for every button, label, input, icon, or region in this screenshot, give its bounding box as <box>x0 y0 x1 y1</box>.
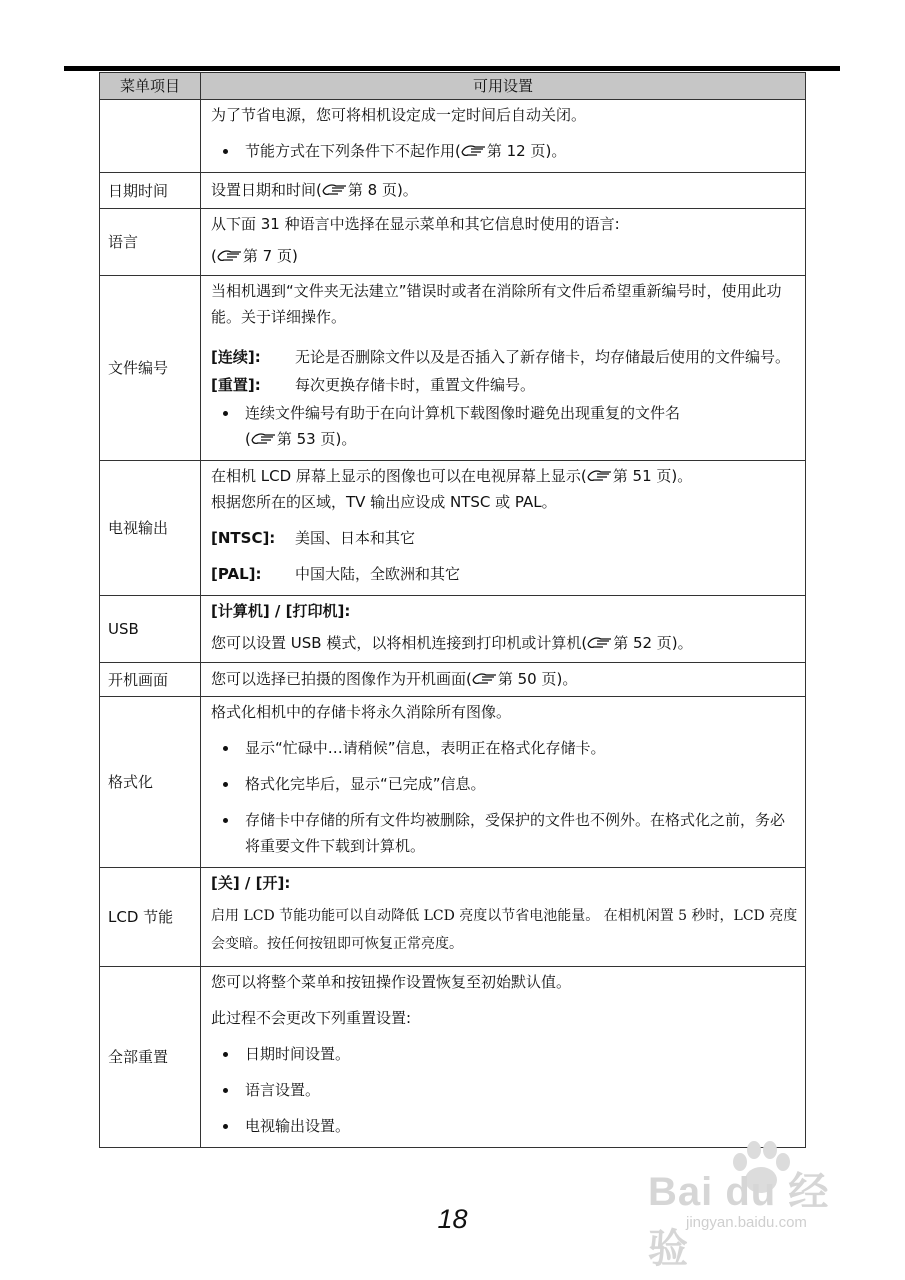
top-rule <box>64 66 840 71</box>
pointing-hand-icon <box>251 431 277 445</box>
row-label <box>100 100 201 173</box>
list-item: 显示“忙碌中…请稍候”信息，表明正在格式化存储卡。 <box>211 735 799 761</box>
table-row: 电视输出 在相机 LCD 屏幕上显示的图像也可以在电视屏幕上显示( 第 51 页)。 根据您所在的区域，TV 输出应设成 NTSC 或 PAL。 [NTSC]: 美国、日本和其它 [PAL]: 中国大陆，全欧洲和其它 <box>100 461 806 596</box>
row-label: 文件编号 <box>100 276 201 461</box>
table-row: 全部重置 您可以将整个菜单和按钮操作设置恢复至初始默认值。 此过程不会更改下列重置设置: 日期时间设置。 语言设置。 电视输出设置。 <box>100 967 806 1148</box>
watermark-brand: Bai du 经验 <box>648 1170 830 1271</box>
table-row: USB [计算机] / [打印机]: 您可以设置 USB 模式，以将相机连接到打印机或计算机( 第 52 页)。 <box>100 596 806 663</box>
list-item: 日期时间设置。 <box>211 1041 799 1067</box>
option-continuous: [连续]: 无论是否删除文件以及是否插入了新存储卡，均存储最后使用的文件编号。 <box>211 348 791 366</box>
pointing-hand-icon <box>217 248 243 262</box>
table-row: 语言 从下面 31 种语言中选择在显示菜单和其它信息时使用的语言: ( 第 7 页) <box>100 209 806 276</box>
list-item: 格式化完毕后，显示“已完成”信息。 <box>211 771 799 797</box>
option-ntsc: [NTSC]: 美国、日本和其它 <box>211 529 416 547</box>
option-pal: [PAL]: 中国大陆，全欧洲和其它 <box>211 565 461 583</box>
table-row: 日期时间 设置日期和时间( 第 8 页)。 <box>100 173 806 209</box>
row-label: USB <box>100 596 201 663</box>
watermark-url: jingyan.baidu.com <box>686 1214 807 1231</box>
row-label: 全部重置 <box>100 967 201 1148</box>
row-intro: 为了节省电源，您可将相机设定成一定时间后自动关闭。 <box>211 106 587 124</box>
header-available-settings: 可用设置 <box>201 73 806 100</box>
table-row: 开机画面 您可以选择已拍摄的图像作为开机画面( 第 50 页)。 <box>100 663 806 697</box>
row-label: 开机画面 <box>100 663 201 697</box>
pointing-hand-icon <box>472 671 498 685</box>
row-label: 语言 <box>100 209 201 276</box>
list-item: 节能方式在下列条件下不起作用( 第 12 页)。 <box>211 138 799 164</box>
row-label: LCD 节能 <box>100 868 201 967</box>
pointing-hand-icon <box>587 635 613 649</box>
pointing-hand-icon <box>461 143 487 157</box>
table-row: 格式化 格式化相机中的存储卡将永久消除所有图像。 显示“忙碌中…请稍候”信息，表明正在格式化存储卡。 格式化完毕后，显示“已完成”信息。 存储卡中存储的所有文件均被删除，受保护的文件也不例外。在格式化之前，务必将重要文件下载到计算机。 <box>100 697 806 868</box>
list-item: 语言设置。 <box>211 1077 799 1103</box>
table-row: 文件编号 当相机遇到“文件夹无法建立”错误时或者在消除所有文件后希望重新编号时，使用此功能。关于详细操作。 [连续]: 无论是否删除文件以及是否插入了新存储卡，均存储最后使用的文件编号。 [重置]: 每次更换存储卡时，重置文件编号。 连续文件编号有助于在向计算机下载图像时避免出现重复的文件名 ( 第 53 页)。 <box>100 276 806 461</box>
list-item: 电视输出设置。 <box>211 1113 799 1139</box>
row-label: 格式化 <box>100 697 201 868</box>
header-menu-item: 菜单项目 <box>100 73 201 100</box>
table-row: LCD 节能 [关] / [开]: 启用 LCD 节能功能可以自动降低 LCD 亮度以节省电池能量。 在相机闲置 5 秒时，LCD 亮度会变暗。按任何按钮即可恢复正常亮度。 <box>100 868 806 967</box>
table-row <box>100 100 806 173</box>
page-number: 18 <box>437 1204 468 1234</box>
row-label: 日期时间 <box>100 173 201 209</box>
pointing-hand-icon <box>587 468 613 482</box>
settings-table <box>99 72 806 1148</box>
option-reset: [重置]: 每次更换存储卡时，重置文件编号。 <box>211 376 536 394</box>
pointing-hand-icon <box>322 182 348 196</box>
table-header <box>100 73 806 100</box>
list-item: 存储卡中存储的所有文件均被删除，受保护的文件也不例外。在格式化之前，务必将重要文件下载到计算机。 <box>211 807 799 859</box>
list-item: 连续文件编号有助于在向计算机下载图像时避免出现重复的文件名 ( 第 53 页)。 <box>211 400 799 452</box>
row-label: 电视输出 <box>100 461 201 596</box>
